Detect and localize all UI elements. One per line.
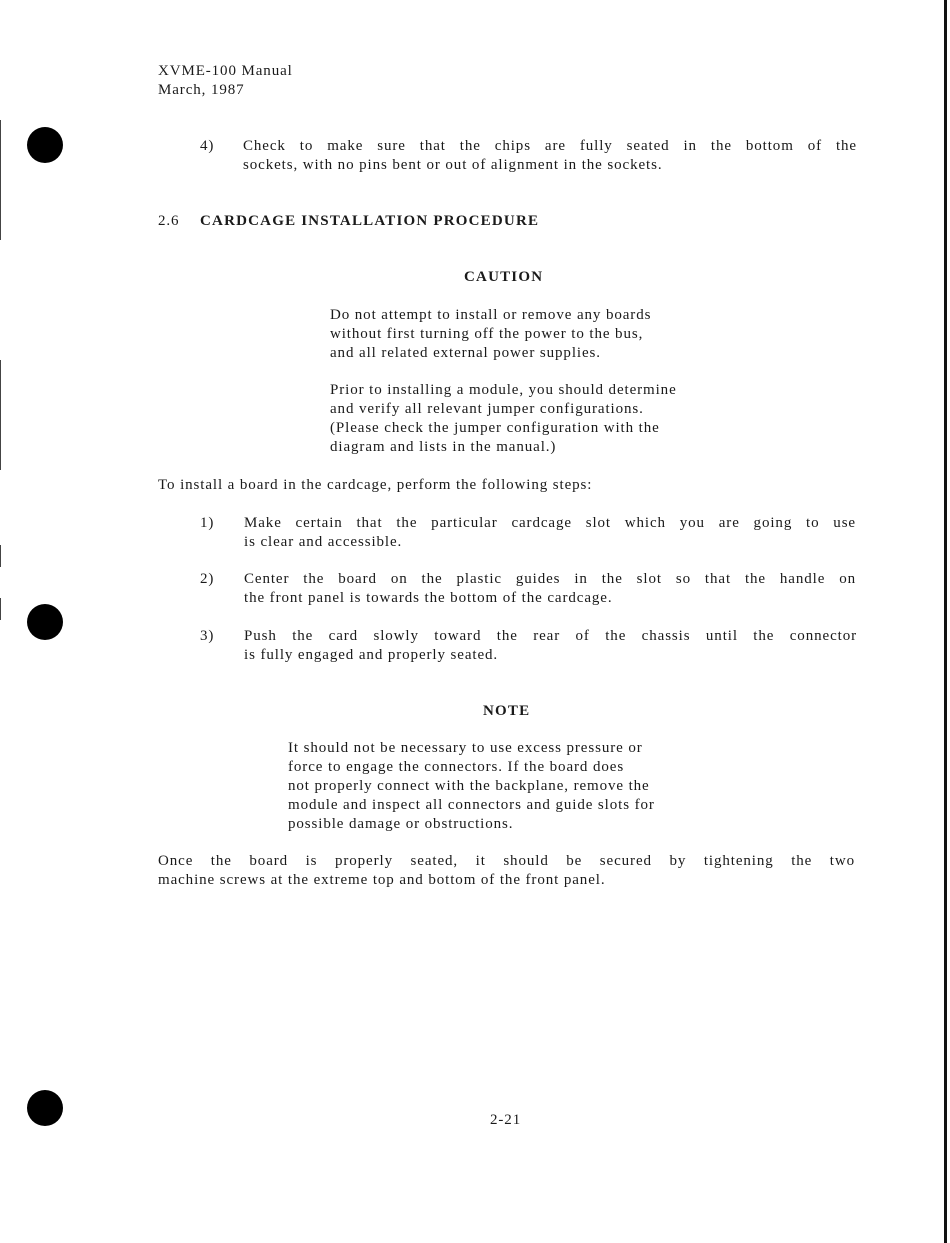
caution-p2-line-2: and verify all relevant jumper configurations.: [330, 401, 644, 417]
caution-p1-line-1: Do not attempt to install or remove any boards: [330, 307, 652, 323]
item-4-number: 4): [200, 138, 215, 154]
step-1-number: 1): [200, 515, 215, 531]
scan-edge-mark: [0, 545, 1, 567]
note-line-2: force to engage the connectors. If the board does: [288, 759, 625, 775]
note-line-4: module and inspect all connectors and guide slots for: [288, 797, 655, 813]
step-1-line-1: Make certain that the particular cardcage slot which you are going to use: [244, 515, 856, 531]
steps-intro: To install a board in the cardcage, perform the following steps:: [158, 477, 593, 493]
scan-edge-right: [944, 0, 947, 1243]
step-3-line-1: Push the card slowly toward the rear of the chassis until the connector: [244, 628, 857, 644]
binder-hole-middle: [27, 604, 63, 640]
item-4-line-1: Check to make sure that the chips are fully seated in the bottom of the: [243, 138, 857, 154]
scan-edge-mark: [0, 120, 1, 240]
closing-line-2: machine screws at the extreme top and bottom of the front panel.: [158, 872, 606, 888]
closing-line-1: Once the board is properly seated, it should be secured by tightening the two: [158, 853, 855, 869]
note-title: NOTE: [483, 703, 531, 719]
caution-p2-line-3: (Please check the jumper configuration with the: [330, 420, 660, 436]
item-4-line-2: sockets, with no pins bent or out of alignment in the sockets.: [243, 157, 663, 173]
caution-p2-line-4: diagram and lists in the manual.): [330, 439, 557, 455]
header-title: XVME-100 Manual: [158, 63, 293, 79]
header-date: March, 1987: [158, 82, 245, 98]
step-2-line-2: the front panel is towards the bottom of the cardcage.: [244, 590, 613, 606]
caution-p2-line-1: Prior to installing a module, you should determine: [330, 382, 677, 398]
binder-hole-bottom: [27, 1090, 63, 1126]
note-line-3: not properly connect with the backplane, remove the: [288, 778, 650, 794]
note-line-5: possible damage or obstructions.: [288, 816, 514, 832]
caution-p1-line-2: without first turning off the power to the bus,: [330, 326, 644, 342]
step-3-line-2: is fully engaged and properly seated.: [244, 647, 499, 663]
section-number: 2.6: [158, 213, 180, 229]
step-3-number: 3): [200, 628, 215, 644]
note-line-1: It should not be necessary to use excess pressure or: [288, 740, 643, 756]
page-number: 2-21: [490, 1112, 522, 1128]
scan-edge-mark: [0, 598, 1, 620]
step-2-line-1: Center the board on the plastic guides in the slot so that the handle on: [244, 571, 856, 587]
binder-hole-top: [27, 127, 63, 163]
step-1-line-2: is clear and accessible.: [244, 534, 403, 550]
caution-p1-line-3: and all related external power supplies.: [330, 345, 601, 361]
section-title: CARDCAGE INSTALLATION PROCEDURE: [200, 213, 540, 229]
caution-title: CAUTION: [464, 269, 544, 285]
step-2-number: 2): [200, 571, 215, 587]
scan-edge-mark: [0, 360, 1, 470]
